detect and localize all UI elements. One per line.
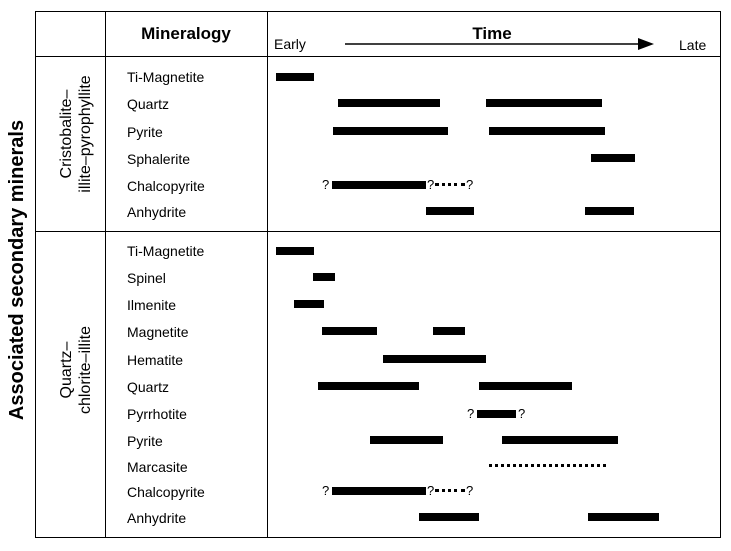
group-label-quartz bbox=[57, 326, 95, 414]
mineral-label: Ti-Magnetite bbox=[127, 69, 205, 85]
uncertain-marker: ? bbox=[466, 483, 474, 498]
uncertain-marker: ? bbox=[322, 177, 330, 192]
mineral-label: Chalcopyrite bbox=[127, 484, 205, 500]
timeline-bar bbox=[502, 436, 618, 444]
timeline-bar bbox=[276, 73, 314, 81]
frame-bottom bbox=[35, 537, 721, 538]
timeline-bar bbox=[383, 355, 486, 363]
timeline-bar bbox=[370, 436, 443, 444]
timeline-bar bbox=[338, 99, 440, 107]
mineral-label: Anhydrite bbox=[127, 204, 187, 220]
timeline-bar bbox=[585, 207, 634, 215]
timeline-bar bbox=[318, 382, 419, 390]
uncertain-marker: ? bbox=[322, 483, 330, 498]
uncertain-dotted-segment bbox=[489, 464, 606, 467]
mineral-label: Quartz bbox=[127, 96, 170, 112]
timeline-bar bbox=[313, 273, 335, 281]
uncertain-dotted-segment bbox=[435, 489, 465, 492]
timeline-bar bbox=[486, 99, 602, 107]
early-label: Early bbox=[274, 36, 306, 52]
mineralogy-header: Mineralogy bbox=[141, 24, 231, 43]
mineral-label: Ilmenite bbox=[127, 297, 177, 313]
mineral-label: Chalcopyrite bbox=[127, 178, 205, 194]
mineral-label: Marcasite bbox=[127, 459, 188, 475]
timeline-bar bbox=[419, 513, 479, 521]
frame-right bbox=[720, 11, 721, 538]
timeline-bar bbox=[477, 410, 516, 418]
uncertain-dotted-segment bbox=[435, 183, 465, 186]
timeline-bar bbox=[322, 327, 377, 335]
mineral-label: Pyrrhotite bbox=[127, 406, 187, 422]
uncertain-marker: ? bbox=[466, 177, 474, 192]
mineral-label: Hematite bbox=[127, 352, 184, 368]
group-label-line: illite–pyrophyllite bbox=[77, 75, 94, 193]
divider-col-1 bbox=[105, 11, 106, 538]
time-arrow bbox=[340, 36, 660, 52]
timeline-bar bbox=[588, 513, 659, 521]
timeline-bar bbox=[332, 181, 426, 189]
timeline-bar bbox=[489, 127, 605, 135]
frame-left bbox=[35, 11, 36, 538]
divider-col-2 bbox=[267, 11, 268, 538]
timeline-bar bbox=[294, 300, 324, 308]
frame-top bbox=[35, 11, 721, 12]
timeline-bar bbox=[332, 487, 426, 495]
uncertain-marker: ? bbox=[467, 406, 475, 421]
divider-groups bbox=[35, 231, 721, 232]
timeline-bar bbox=[333, 127, 448, 135]
uncertain-marker: ? bbox=[518, 406, 526, 421]
mineral-label: Quartz bbox=[127, 379, 170, 395]
mineral-label: Pyrite bbox=[127, 124, 163, 140]
timeline-bar bbox=[479, 382, 572, 390]
timeline-bar bbox=[591, 154, 635, 162]
divider-header bbox=[35, 56, 721, 57]
late-label: Late bbox=[679, 37, 707, 53]
mineral-label: Pyrite bbox=[127, 433, 163, 449]
time-header: Time bbox=[472, 24, 512, 43]
group-label-line: Cristobalite– bbox=[58, 89, 75, 179]
mineral-label: Spinel bbox=[127, 270, 166, 286]
mineral-label: Anhydrite bbox=[127, 510, 187, 526]
group-label-line: Quartz– bbox=[58, 341, 75, 399]
group-label-line: chlorite–illite bbox=[77, 325, 94, 415]
mineral-label: Magnetite bbox=[127, 324, 189, 340]
uncertain-marker: ? bbox=[427, 483, 435, 498]
uncertain-marker: ? bbox=[427, 177, 435, 192]
timeline-bar bbox=[426, 207, 474, 215]
mineral-label: Sphalerite bbox=[127, 151, 191, 167]
timeline-bar bbox=[433, 327, 465, 335]
group-label-cristobalite bbox=[57, 75, 95, 192]
timeline-bar bbox=[276, 247, 314, 255]
y-axis-title: Associated secondary minerals bbox=[6, 119, 28, 421]
mineral-label: Ti-Magnetite bbox=[127, 243, 205, 259]
